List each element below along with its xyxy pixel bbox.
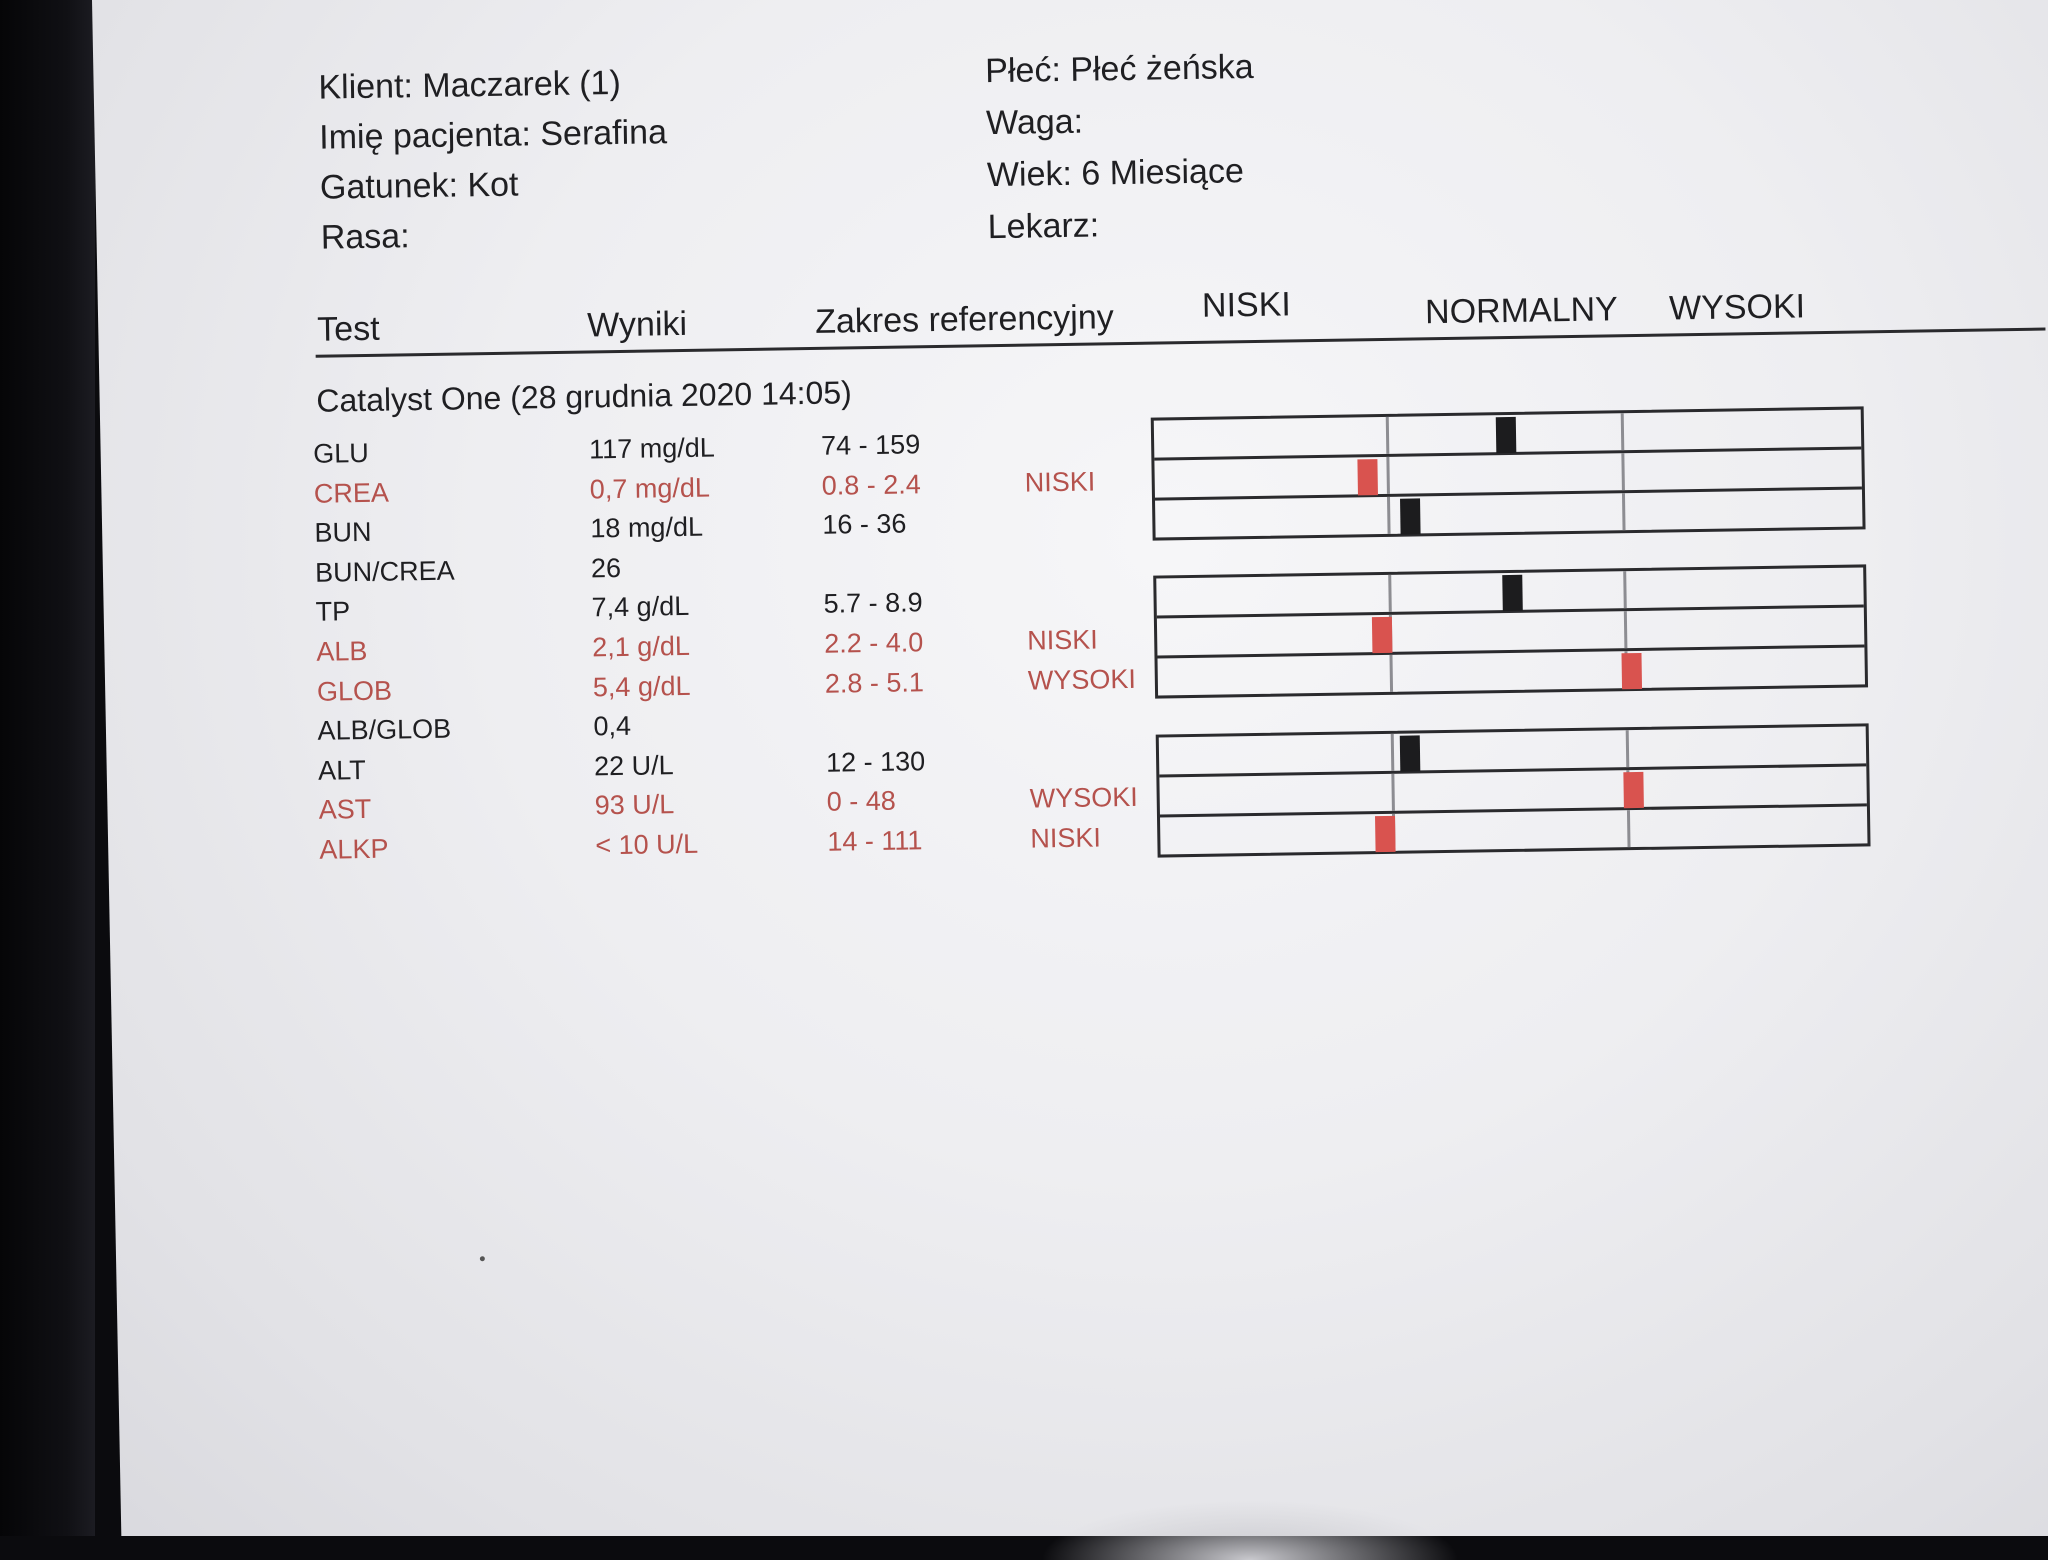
col-low: NISKI <box>1201 285 1292 325</box>
col-normal: NORMALNY <box>1424 290 1619 332</box>
row-test-name: AST <box>318 794 372 826</box>
row-result: 26 <box>590 552 622 584</box>
row-test-name: CREA <box>313 477 390 509</box>
value-marker <box>1503 575 1524 611</box>
row-test-name: ALB <box>316 635 368 667</box>
row-result: 22 U/L <box>593 749 674 782</box>
row-result: 18 mg/dL <box>590 511 704 544</box>
weight-field: Waga: <box>985 102 1084 143</box>
normal-high-boundary <box>1624 612 1628 649</box>
paper-speck <box>480 1256 485 1261</box>
col-high: WYSOKI <box>1668 287 1806 328</box>
row-test-name: ALT <box>317 754 366 786</box>
value-marker <box>1375 816 1396 852</box>
row-result: < 10 U/L <box>595 828 699 861</box>
sex-field: Płeć: Płeć żeńska <box>984 47 1254 91</box>
paper-shadow <box>1040 1500 1460 1560</box>
col-range: Zakres referencyjny <box>814 298 1114 341</box>
row-range: 0.8 - 2.4 <box>821 468 922 501</box>
row-range: 5.7 - 8.9 <box>823 587 923 620</box>
species-field: Gatunek: Kot <box>319 165 519 207</box>
row-result: 117 mg/dL <box>588 432 715 465</box>
value-marker <box>1400 498 1421 534</box>
row-result: 7,4 g/dL <box>591 591 690 623</box>
row-range: 2.8 - 5.1 <box>824 666 925 699</box>
value-marker <box>1357 459 1378 495</box>
col-test: Test <box>316 309 380 349</box>
row-range: 16 - 36 <box>822 508 907 540</box>
row-result: 0,4 <box>593 711 632 742</box>
value-marker <box>1495 417 1516 453</box>
row-result: 5,4 g/dL <box>592 670 691 703</box>
value-marker <box>1622 653 1643 689</box>
normal-high-boundary <box>1627 810 1631 847</box>
normal-high-boundary <box>1626 730 1630 767</box>
row-range: 74 - 159 <box>820 429 921 461</box>
col-results: Wyniki <box>586 304 688 345</box>
bar-group <box>1156 723 1871 857</box>
normal-low-boundary <box>1389 655 1393 692</box>
normal-low-boundary <box>1386 457 1390 494</box>
row-test-name: TP <box>315 596 351 628</box>
row-test-name: ALB/GLOB <box>317 713 452 746</box>
normal-low-boundary <box>1388 575 1392 612</box>
age-field: Wiek: 6 Miesiące <box>986 152 1245 195</box>
row-range: 2.2 - 4.0 <box>824 627 924 659</box>
row-result: 0,7 mg/dL <box>589 472 711 505</box>
row-test-name: ALKP <box>319 833 389 865</box>
row-range: 0 - 48 <box>826 786 896 818</box>
row-test-name: GLOB <box>316 675 393 707</box>
normal-high-boundary <box>1622 493 1626 530</box>
row-test-name: BUN/CREA <box>314 555 455 588</box>
row-test-name: GLU <box>312 437 369 469</box>
row-flag: NISKI <box>1026 624 1098 656</box>
value-marker <box>1623 772 1644 808</box>
header-divider <box>316 328 2046 358</box>
breed-field: Rasa: <box>320 217 410 257</box>
row-test-name: BUN <box>314 517 372 548</box>
bar-group <box>1153 565 1868 699</box>
normal-high-boundary <box>1621 413 1625 450</box>
normal-low-boundary <box>1387 497 1391 534</box>
normal-low-boundary <box>1385 417 1389 454</box>
row-flag: NISKI <box>1024 466 1096 498</box>
normal-low-boundary <box>1390 734 1394 771</box>
normal-high-boundary <box>1621 453 1625 490</box>
bar-group <box>1151 406 1866 540</box>
client-field: Klient: Maczarek (1) <box>318 63 622 107</box>
row-flag: WYSOKI <box>1027 663 1137 696</box>
row-range: 14 - 111 <box>827 825 923 857</box>
value-marker <box>1372 617 1393 653</box>
row-range: 12 - 130 <box>825 746 926 778</box>
patient-name-field: Imię pacjenta: Serafina <box>318 113 668 157</box>
normal-low-boundary <box>1391 774 1395 811</box>
row-result: 2,1 g/dL <box>592 630 691 663</box>
row-flag: NISKI <box>1030 822 1102 854</box>
section-title: Catalyst One (28 grudnia 2020 14:05) <box>316 374 853 419</box>
doctor-field: Lekarz: <box>987 206 1100 247</box>
value-marker <box>1399 735 1420 771</box>
row-result: 93 U/L <box>594 789 675 821</box>
normal-high-boundary <box>1623 572 1627 609</box>
row-flag: WYSOKI <box>1029 782 1138 814</box>
